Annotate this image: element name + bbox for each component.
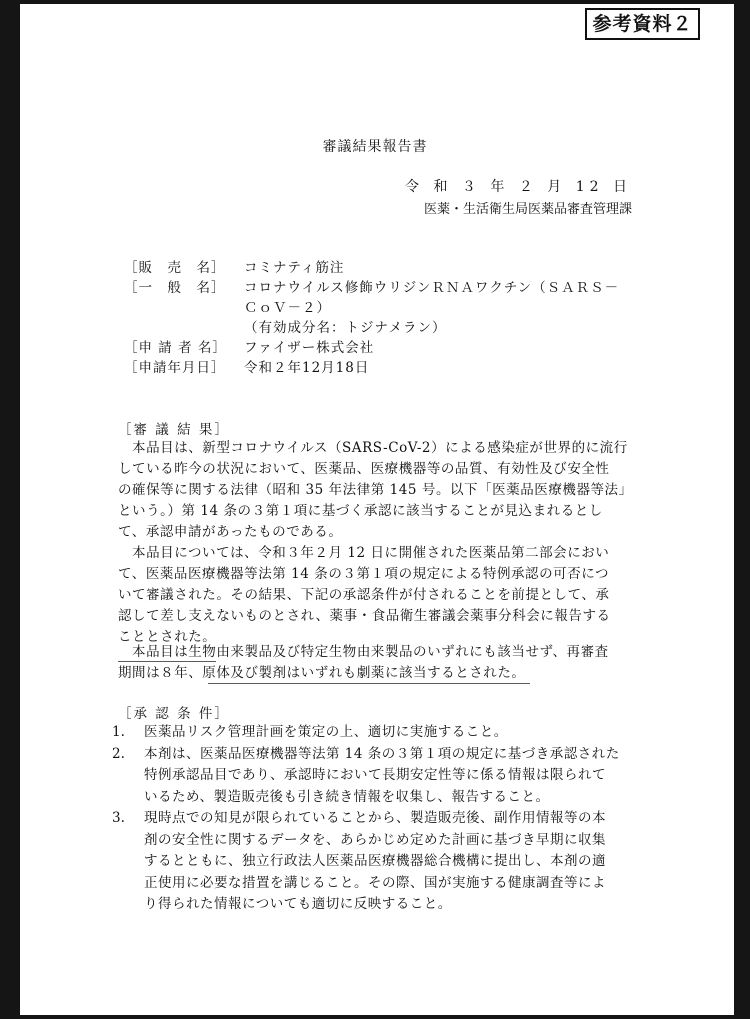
viewer-frame-bottom — [0, 1015, 750, 1019]
generic-name-row — [124, 278, 644, 298]
text-line: 本品目は生物由来製品及び特定生物由来製品のいずれにも該当せず、再審査 — [118, 644, 609, 660]
sales-name: コミナティ筋注 — [244, 260, 345, 276]
text-line: 期間は８年、原体及び製剤はいずれも劇薬に該当するとされた。 — [118, 665, 526, 681]
red-underline — [118, 661, 216, 662]
conditions-list — [112, 722, 642, 916]
reference-label: 参考資料２ — [585, 8, 700, 40]
text-line: 認して差し支えないものとされ、薬事・食品衛生審議会薬事分科会に報告する — [118, 608, 611, 624]
department: 医薬・生活衛生局医薬品審査管理課 — [423, 202, 632, 217]
text-line: の確保等に関する法律（昭和 35 年法律第 145 号。以下「医薬品医療機器等法」 — [118, 482, 633, 498]
text-line: 剤の安全性に関するデータを、あらかじめ定めた計画に基づき早期に収集 — [144, 831, 606, 848]
applicant-label: ［申 請 者 名］ — [124, 340, 227, 356]
text-line: という。）第 14 条の３第１項に基づく承認に該当することが見込まれるとし — [118, 503, 603, 519]
applicant: ファイザー株式会社 — [244, 340, 375, 356]
text-line: こととされた。 — [118, 629, 217, 645]
text-line: 本品目については、令和３年２月 12 日に開催された医薬品第二部会におい — [118, 545, 610, 561]
item-text — [144, 808, 642, 916]
item-number: 1. — [112, 724, 125, 740]
text-line: 本剤は、医薬品医療機器等法第 14 条の３第１項の規定に基づき承認された — [144, 745, 620, 762]
item-text — [144, 744, 642, 809]
text-line: 現時点での知見が限られていることから、製造販売後、副作用情報等の本 — [144, 810, 606, 826]
text-line: している昨今の状況において、医薬品、医療機器等の品質、有効性及び安全性 — [118, 461, 610, 477]
sales-name-label: ［販 売 名］ — [124, 260, 226, 276]
generic-name: コロナウイルス修飾ウリジンＲＮＡワクチン（ＳＡＲＳ－ — [244, 280, 620, 296]
application-date-label: ［申請年月日］ — [124, 360, 226, 376]
item-number: 3. — [112, 810, 125, 826]
list-item — [112, 744, 642, 809]
text-line: いて審議された。その結果、下記の承認条件が付されることを前提として、承 — [118, 587, 610, 603]
document-title: 審議結果報告書 — [322, 139, 428, 155]
active-ingredient: （有効成分名：トジナメラン） — [244, 320, 447, 336]
item-text — [144, 722, 642, 744]
report-date: 令 和 ３ 年 ２ 月 12 日 — [405, 179, 632, 195]
result-heading: ［審 議 結 果］ — [118, 422, 230, 438]
application-date-row — [124, 358, 644, 378]
product-info — [124, 258, 644, 378]
generic-name-cont: ＣｏＶ－２） — [244, 300, 331, 316]
text-line: いるため、製造販売後も引き続き情報を収集し、報告すること。 — [144, 788, 550, 805]
applicant-row — [124, 338, 644, 358]
application-date: 令和２年12月18日 — [244, 360, 370, 376]
text-line: 医薬品リスク管理計画を策定の上、適切に実施すること。 — [144, 724, 508, 740]
result-paragraph-1 — [118, 438, 638, 543]
text-line: 正使用に必要な措置を講じること。その際、国が実施する健康調査等によ — [144, 874, 606, 891]
generic-name-label: ［一 般 名］ — [124, 280, 226, 296]
sales-name-row — [124, 258, 644, 278]
result-paragraph-3 — [118, 642, 638, 684]
list-item — [112, 722, 642, 744]
list-item — [112, 808, 642, 916]
text-line: するとともに、独立行政法人医薬品医療機器総合機構に提出し、本剤の適 — [144, 853, 606, 869]
result-paragraph-2 — [118, 543, 638, 648]
item-number: 2. — [112, 745, 125, 762]
text-line: り得られた情報についても適切に反映すること。 — [144, 896, 452, 912]
viewer-frame-top — [0, 0, 750, 4]
text-line: 本品目は、新型コロナウイルス（SARS-CoV-2）による感染症が世界的に流行 — [118, 440, 628, 456]
text-line: て、承認申請があったものである。 — [118, 524, 343, 540]
text-line: て、医薬品医療機器等法第 14 条の３第１項の規定による特例承認の可否につ — [118, 566, 610, 582]
text-line: 特例承認品目であり、承認時において長期安定性等に係る情報は限られて — [144, 767, 606, 783]
conditions-heading: ［承 認 条 件］ — [118, 706, 230, 722]
red-underline — [208, 683, 530, 684]
